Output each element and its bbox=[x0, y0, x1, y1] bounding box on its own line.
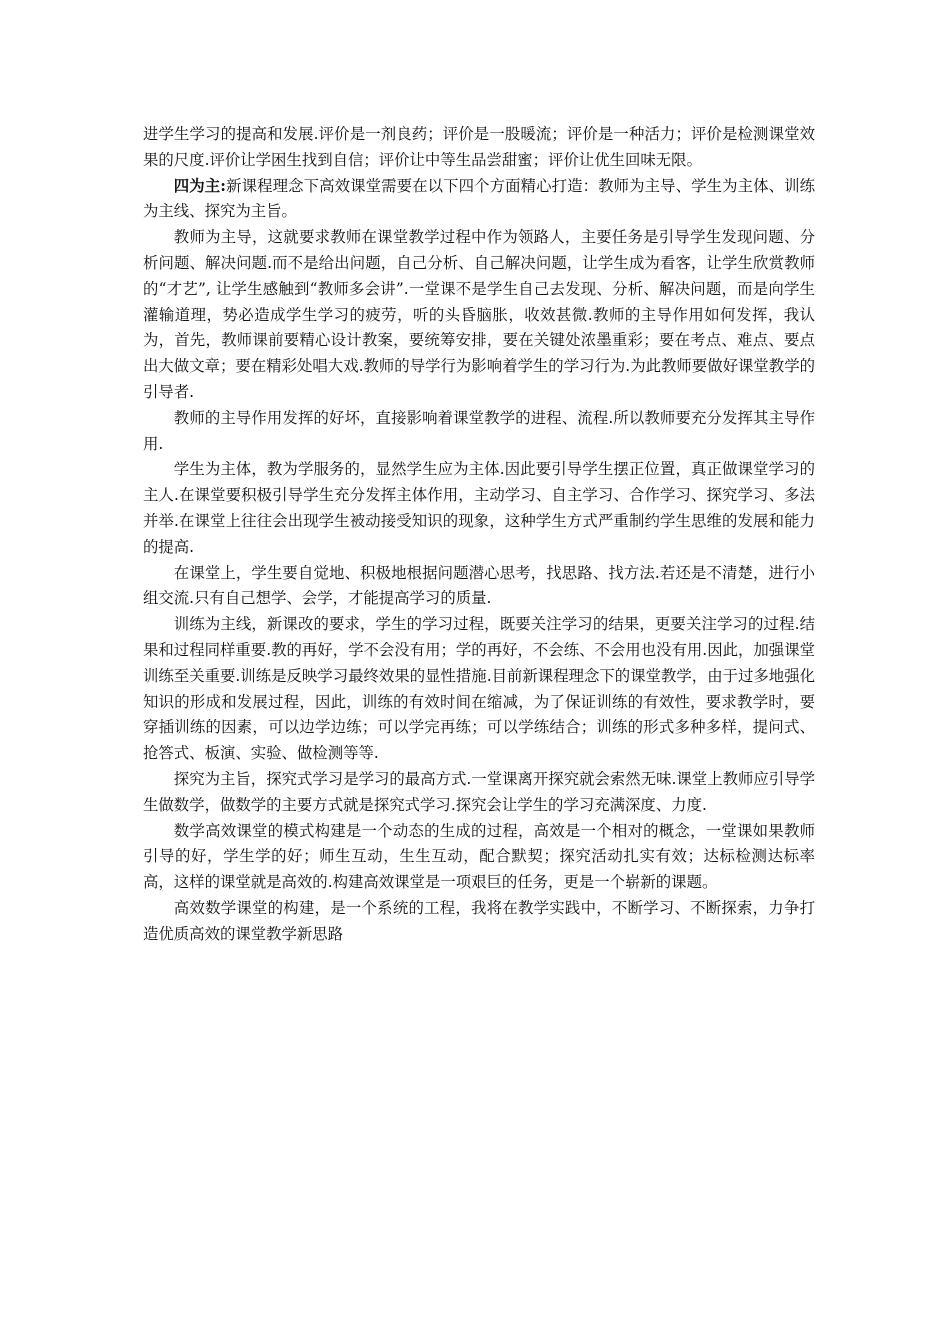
paragraph-2-text: 新课程理念下高效课堂需要在以下四个方面精心打造：教师为主导、学生为主体、训练为主线、探究为主旨。 bbox=[143, 176, 815, 221]
paragraph-2-lead: 四为主: bbox=[173, 176, 226, 195]
paragraph-9-text: 数学高效课堂的模式构建是一个动态的生成的过程，高效是一个相对的概念，一堂课如果教师引导的好，学生学的好；师生互动，生生互动，配合默契；探究活动扎实有效；达标检测达标率高，这样的课堂就是高效的.构建高效课堂是一项艰巨的任务，更是一个崭新的课题。 bbox=[143, 821, 815, 892]
paragraph-4-text: 教师的主导作用发挥的好坏，直接影响着课堂教学的进程、流程.所以教师要充分发挥其主导作用. bbox=[143, 408, 815, 453]
paragraph-10 bbox=[143, 896, 815, 948]
paragraph-6-text: 在课堂上，学生要自觉地、积极地根据问题潜心思考，找思路、找方法.若还是不清楚，进行小组交流.只有自己想学、会学，才能提高学习的质量. bbox=[143, 563, 815, 608]
paragraph-5 bbox=[143, 457, 815, 560]
paragraph-10-text: 高效数学课堂的构建，是一个系统的工程，我将在教学实践中，不断学习、不断探索，力争打造优质高效的课堂教学新思路 bbox=[143, 898, 815, 943]
document-page bbox=[143, 122, 815, 948]
paragraph-2 bbox=[143, 174, 815, 226]
paragraph-3-text: 教师为主导，这就要求教师在课堂教学过程中作为领路人，主要任务是引导学生发现问题、分析问题、解决问题.而不是给出问题，自己分析、自己解决问题，让学生成为看客，让学生欣赏教师的“才艺”, 让学生感触到“教师多会讲”.一堂课不是学生自己去发现、分析、解决问题，而是向学生灌输道理，势必造成学生学习的疲劳，听的头昏脑胀，收效甚微.教师的主导作用如何发挥，我认为，首先，教师课前要精心设计教案，要统筹安排，要在关键处浓墨重彩；要在考点、难点、要点出大做文章；要在精彩处唱大戏.教师的导学行为影响着学生的学习行为.为此教师要做好课堂教学的引导者. bbox=[143, 228, 815, 401]
paragraph-1-text: 进学生学习的提高和发展.评价是一剂良药；评价是一股暖流；评价是一种活力；评价是检测课堂效果的尺度.评价让学困生找到自信；评价让中等生品尝甜蜜；评价让优生回味无限。 bbox=[143, 125, 815, 169]
paragraph-9 bbox=[143, 819, 815, 896]
paragraph-1 bbox=[143, 122, 815, 174]
paragraph-5-text: 学生为主体，教为学服务的，显然学生应为主体.因此要引导学生摆正位置，真正做课堂学习的主人.在课堂要积极引导学生充分发挥主体作用，主动学习、自主学习、合作学习、探究学习、多法并举.在课堂上往往会出现学生被动接受知识的现象，这种学生方式严重制约学生思维的发展和能力的提高. bbox=[143, 460, 815, 556]
paragraph-7 bbox=[143, 612, 815, 767]
paragraph-6 bbox=[143, 561, 815, 613]
paragraph-8 bbox=[143, 767, 815, 819]
paragraph-7-text: 训练为主线，新课改的要求，学生的学习过程，既要关注学习的结果，更要关注学习的过程.结果和过程同样重要.教的再好，学不会没有用；学的再好，不会练、不会用也没有用.因此，加强课堂训练至关重要.训练是反映学习最终效果的显性措施.目前新课程理念下的课堂教学，由于过多地强化知识的形成和发展过程，因此，训练的有效时间在缩减，为了保证训练的有效性，要求教学时，要穿插训练的因素，可以边学边练；可以学完再练；可以学练结合；训练的形式多种多样，提问式、抢答式、板演、实验、做检测等等. bbox=[143, 615, 815, 763]
paragraph-3 bbox=[143, 225, 815, 406]
paragraph-8-text: 探究为主旨，探究式学习是学习的最高方式.一堂课离开探究就会索然无味.课堂上教师应引导学生做数学，做数学的主要方式就是探究式学习.探究会让学生的学习充满深度、力度. bbox=[143, 769, 815, 814]
paragraph-4 bbox=[143, 406, 815, 458]
